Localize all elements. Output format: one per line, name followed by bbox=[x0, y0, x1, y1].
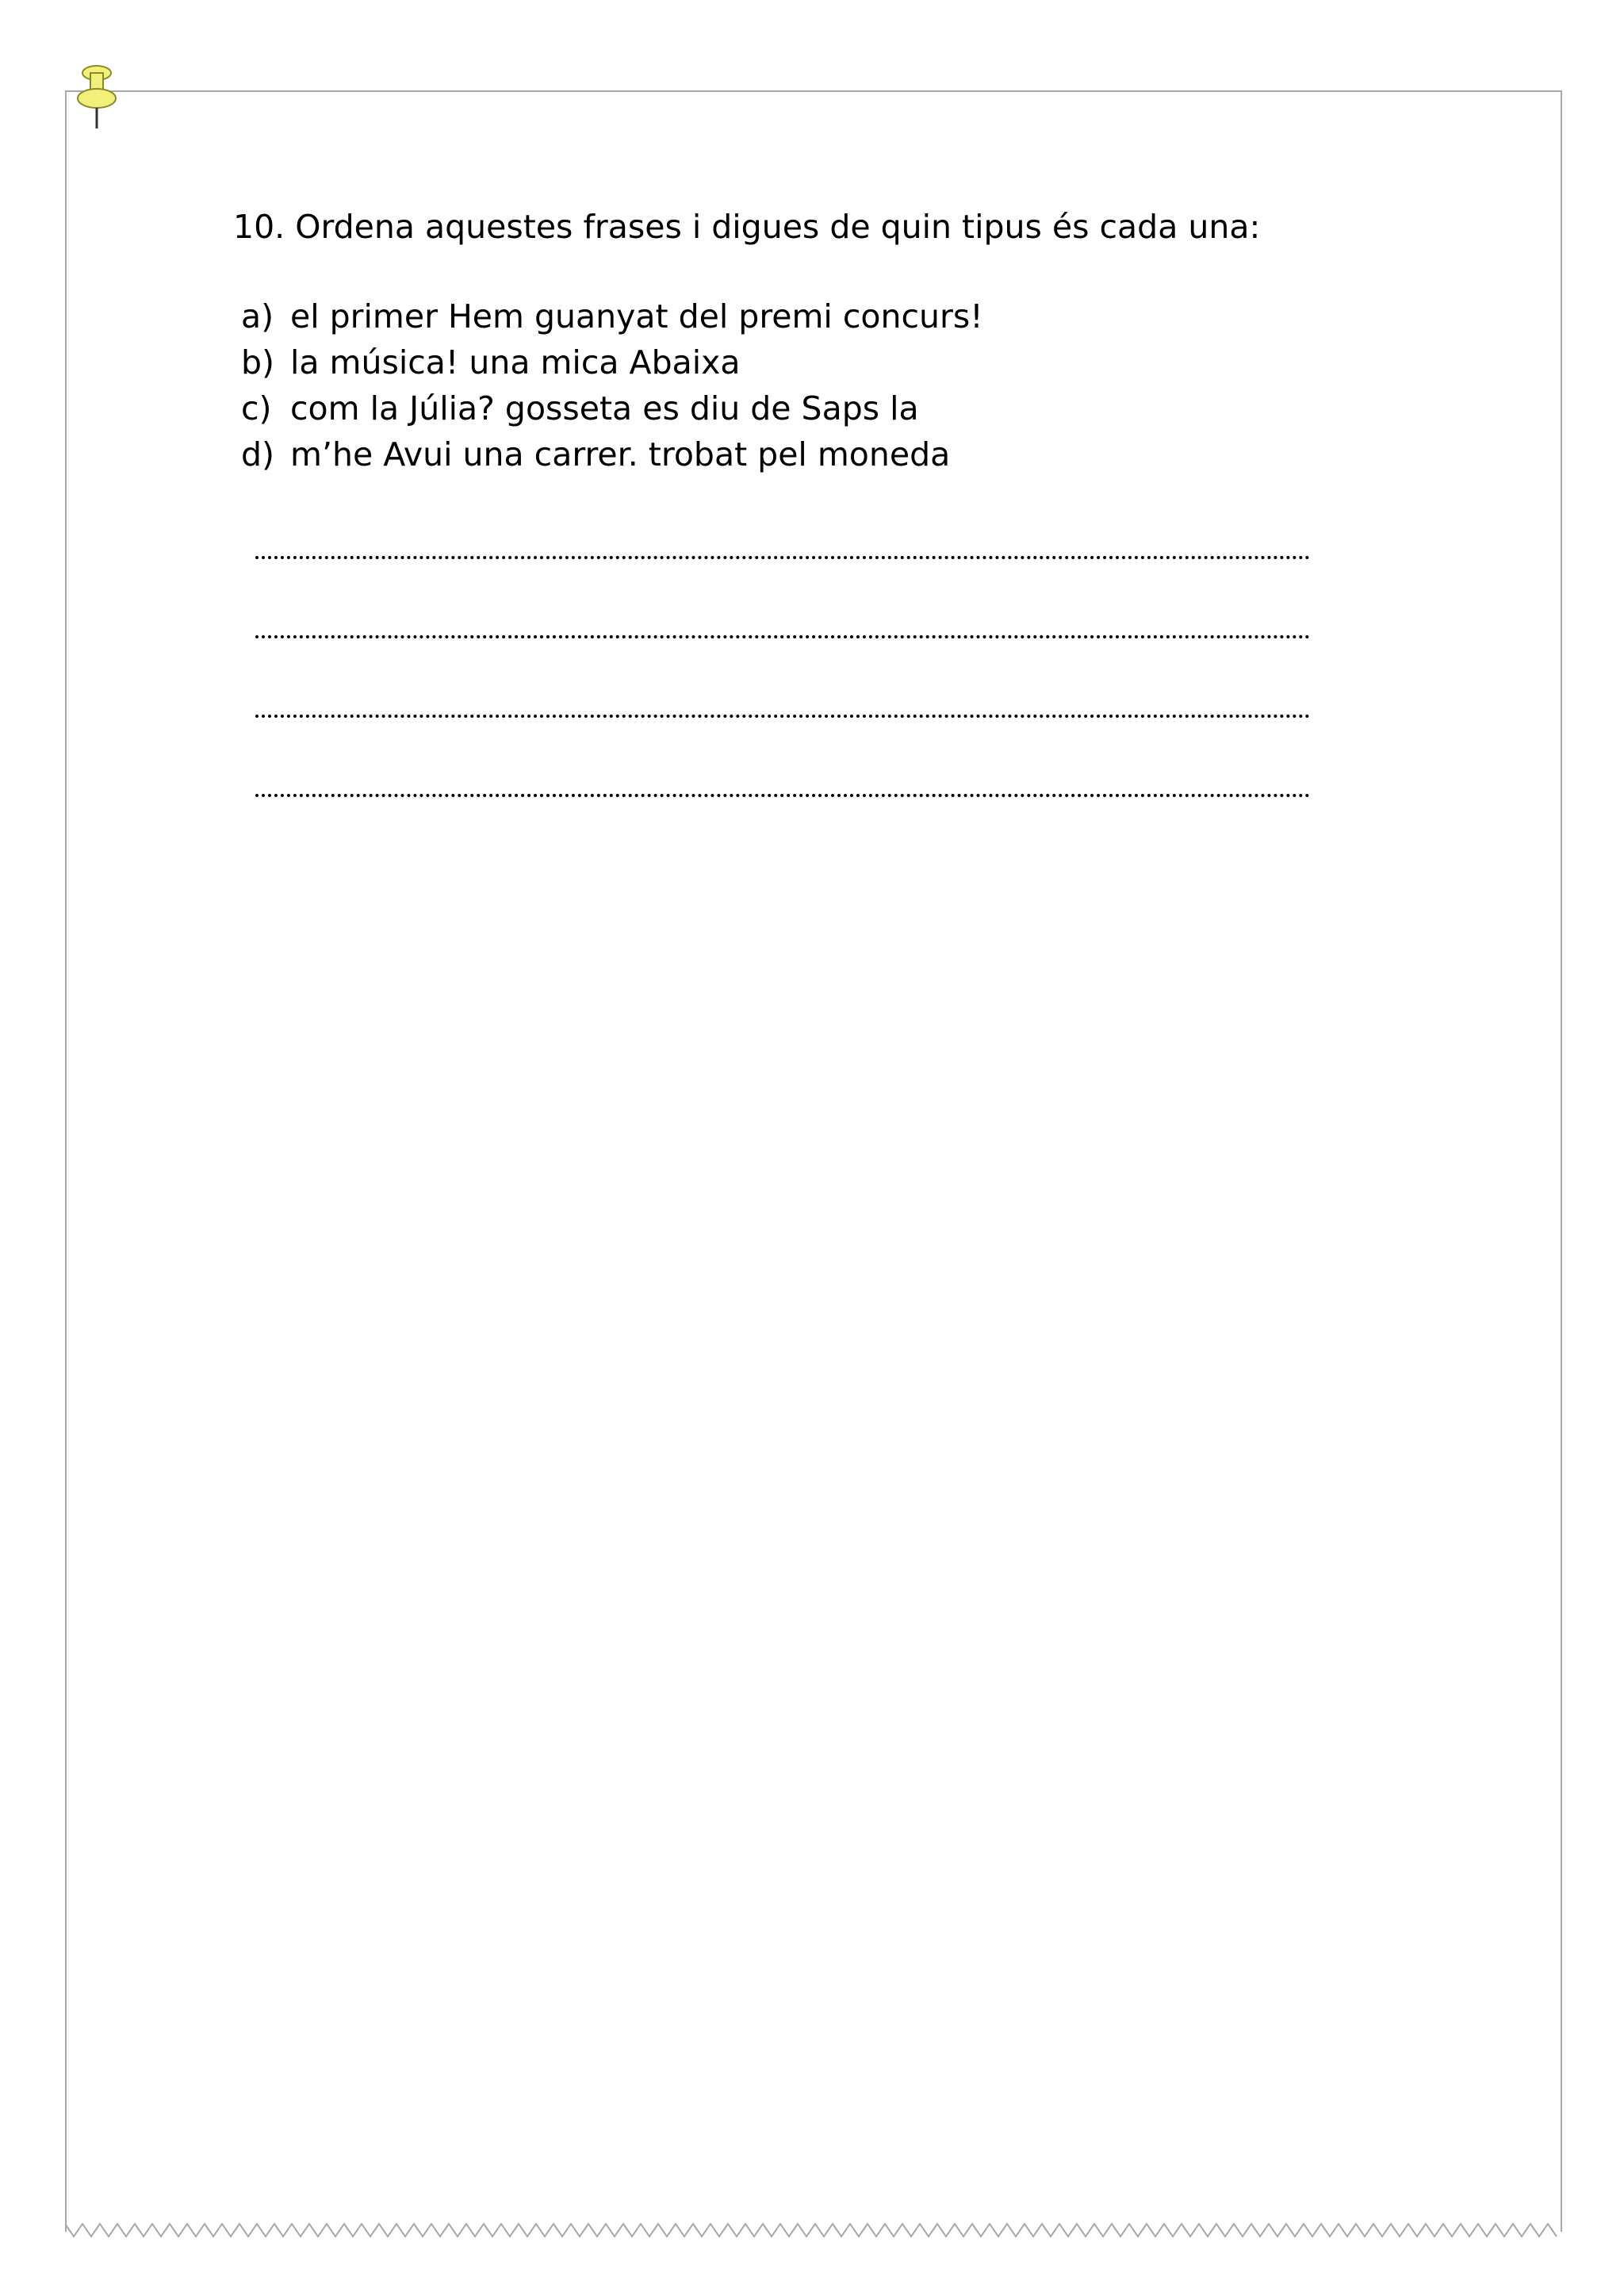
sentence-list bbox=[241, 293, 983, 477]
item-letter: a) bbox=[241, 297, 274, 335]
list-item bbox=[241, 385, 983, 431]
item-text: la música! una mica Abaixa bbox=[290, 343, 741, 381]
item-text: el primer Hem guanyat del premi concurs! bbox=[290, 297, 983, 335]
list-item bbox=[241, 431, 983, 477]
list-item bbox=[241, 293, 983, 339]
answer-line[interactable] bbox=[255, 711, 1310, 718]
item-text: m’he Avui una carrer. trobat pel moneda bbox=[290, 435, 951, 473]
torn-edge bbox=[65, 2221, 1562, 2244]
answer-line[interactable] bbox=[255, 791, 1310, 797]
pushpin-icon bbox=[73, 63, 121, 135]
answer-line[interactable] bbox=[255, 632, 1310, 638]
item-letter: c) bbox=[241, 389, 272, 427]
answer-line[interactable] bbox=[255, 553, 1310, 559]
item-letter: d) bbox=[241, 435, 275, 473]
question-title: 10. Ordena aquestes frases i digues de quin tipus és cada una: bbox=[233, 208, 1261, 246]
item-text: com la Júlia? gosseta es diu de Saps la bbox=[290, 389, 919, 427]
list-item bbox=[241, 339, 983, 385]
item-letter: b) bbox=[241, 343, 275, 381]
